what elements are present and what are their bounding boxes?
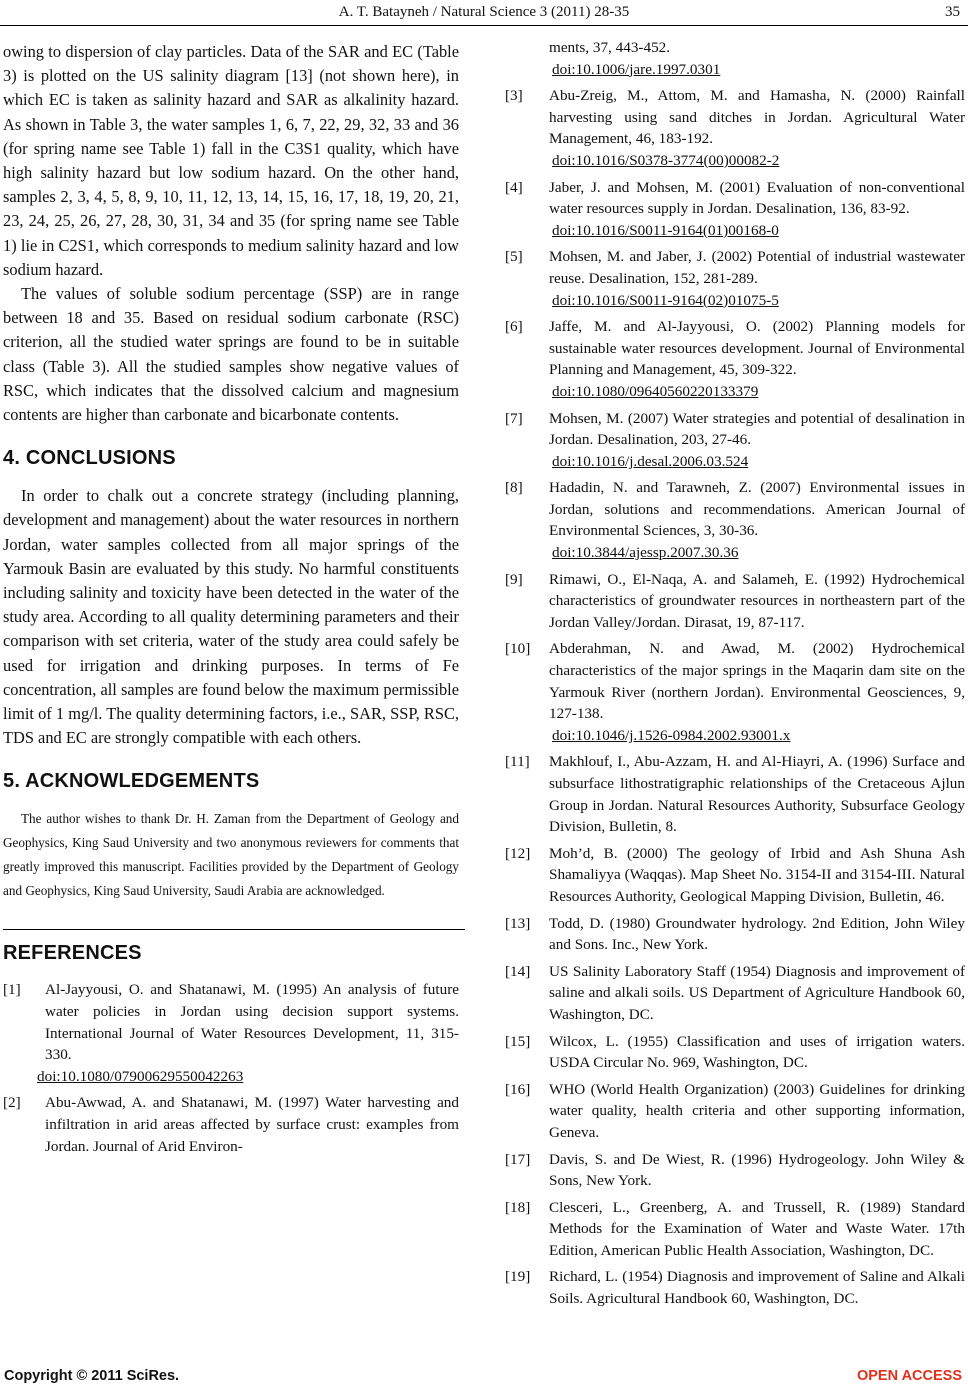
reference-text: Hadadin, N. and Tarawneh, Z. (2007) Environmental issues in Jordan, solutions and recommendations. American Journal of Environmental Sciences, 3, 30-36. bbox=[549, 479, 965, 540]
reference-number: [16] bbox=[505, 1080, 531, 1098]
reference-number: [1] bbox=[3, 981, 21, 999]
section-heading-conclusions: 4. CONCLUSIONS bbox=[3, 447, 176, 470]
reference-text: Mohsen, M. and Jaber, J. (2002) Potential of industrial wastewater reuse. Desalination, 152, 281-289. bbox=[549, 248, 965, 287]
reference-text: Moh’d, B. (2000) The geology of Irbid and Ash Shuna Ash Shamaliyya (Waqqas). Map Sheet No. 3154-II and 3154-III. Natural Resources Authority, Geological Mapping Division, Bulletin, 46. bbox=[549, 844, 965, 905]
reference-item bbox=[505, 177, 965, 242]
reference-text: Abu-Zreig, M., Attom, M. and Hamasha, N. (2000) Rainfall harvesting using sand ditches in Jordan. Agricultural Water Management, 46, 183-192. bbox=[549, 87, 965, 148]
reference-number: [7] bbox=[505, 409, 523, 427]
left-column bbox=[3, 40, 459, 1162]
reference-item bbox=[3, 979, 459, 1087]
reference-text: Abu-Awwad, A. and Shatanawi, M. (1997) Water harvesting and infiltration in arid areas affected by surface crust: examples from Jordan. Journal of Arid Environ- bbox=[45, 1094, 459, 1155]
reference-text: Rimawi, O., El-Naqa, A. and Salameh, E. (1992) Hydrochemical characteristics of groundwater resources in northeastern part of the Jordan Valley/Jordan. Dirasat, 19, 87-117. bbox=[549, 570, 965, 631]
reference-text: Jaber, J. and Mohsen, M. (2001) Evaluation of non-conventional water resources supply in Jordan. Desalination, 136, 83-92. bbox=[549, 178, 965, 218]
reference-text: Mohsen, M. (2007) Water strategies and potential of desalination in Jordan. Desalination, 203, 27-46. bbox=[549, 409, 965, 449]
reference-text: US Salinity Laboratory Staff (1954) Diagnosis and improvement of saline and alkali soils. US Department of Agriculture Handbook 60, Washington, DC. bbox=[549, 962, 965, 1023]
reference-item bbox=[505, 316, 965, 402]
reference-number: [2] bbox=[3, 1094, 21, 1112]
reference-item bbox=[505, 1031, 965, 1074]
page-number: 35 bbox=[945, 4, 960, 20]
reference-continuation bbox=[505, 37, 965, 80]
reference-text: Clesceri, L., Greenberg, A. and Trussell, R. (1989) Standard Methods for the Examination of Water and Waste Water. 17th Edition, American Public Health Association, Washington, DC. bbox=[549, 1198, 965, 1259]
section-heading-acknowledgements: 5. ACKNOWLEDGEMENTS bbox=[3, 770, 260, 793]
reference-item bbox=[505, 843, 965, 908]
reference-item bbox=[3, 1092, 459, 1157]
reference-text: ments, 37, 443-452. bbox=[549, 39, 671, 56]
reference-text: Al-Jayyousi, O. and Shatanawi, M. (1995) An analysis of future water policies in Jordan using decision support systems. International Journal of Water Resources Development, 11, 315-330. bbox=[45, 981, 459, 1064]
reference-item bbox=[505, 638, 965, 746]
reference-number: [11] bbox=[505, 753, 530, 771]
reference-item bbox=[505, 569, 965, 634]
reference-item bbox=[505, 913, 965, 956]
reference-text: Todd, D. (1980) Groundwater hydrology. 2nd Edition, John Wiley and Sons. Inc., New York. bbox=[549, 914, 965, 954]
reference-text: Wilcox, L. (1955) Classification and uses of irrigation waters. USDA Circular No. 969, Washington, DC. bbox=[549, 1032, 965, 1072]
page-footer bbox=[0, 1362, 968, 1384]
doi-link[interactable]: doi:10.1016/S0011-9164(01)00168-0 bbox=[552, 221, 779, 239]
reference-text: Davis, S. and De Wiest, R. (1996) Hydrogeology. John Wiley & Sons, New York. bbox=[549, 1150, 965, 1190]
reference-item bbox=[505, 1266, 965, 1309]
reference-item bbox=[505, 1197, 965, 1262]
reference-number: [12] bbox=[505, 844, 531, 862]
reference-item bbox=[505, 1149, 965, 1192]
section-heading-references: REFERENCES bbox=[3, 942, 142, 965]
reference-text: Jaffe, M. and Al-Jayyousi, O. (2002) Planning models for sustainable water resources development. Journal of Environmental Planning and Management, 45, 309-322. bbox=[549, 318, 965, 379]
reference-text: Richard, L. (1954) Diagnosis and improvement of Saline and Alkali Soils. Agricultural Handbook 60, Washington, DC. bbox=[549, 1268, 965, 1308]
reference-number: [15] bbox=[505, 1032, 531, 1050]
reference-number: [17] bbox=[505, 1150, 531, 1168]
body-paragraph: The values of soluble sodium percentage (SSP) are in range between 18 and 35. Based on residual sodium carbonate (RSC) criterion, all the studied water springs are found to be in suitable class (Table 3). All the studied samples show negative values of RSC, which indicates that the dissolved calcium and magnesium contents are higher than carbonate and bicarbonate contents. bbox=[3, 284, 459, 425]
reference-number: [5] bbox=[505, 248, 523, 266]
right-column bbox=[505, 37, 965, 1315]
reference-item bbox=[505, 477, 965, 563]
reference-number: [14] bbox=[505, 962, 531, 980]
doi-link[interactable]: doi:10.1046/j.1526-0984.2002.93001.x bbox=[552, 726, 791, 744]
header-rule bbox=[0, 25, 968, 26]
doi-link[interactable]: doi:10.1080/07900629550042263 bbox=[37, 1067, 244, 1085]
copyright-notice: Copyright © 2011 SciRes. bbox=[4, 1368, 180, 1384]
reference-item bbox=[505, 961, 965, 1026]
running-title: A. T. Batayneh / Natural Science 3 (2011) 28-35 bbox=[338, 4, 630, 20]
body-paragraph: In order to chalk out a concrete strategy (including planning, development and management) about the water resources in northern Jordan, water samples collected from all major springs of the Yarmouk Basin are evaluated by this study. No harmful constituents including salinity and toxicity have been detected in the water of the study area. According to all quality determining parameters and their comparison with set criteria, water of the study area could safely be used for irrigation and drinking purposes. In terms of Fe concentration, all samples are found below the maximum permissible limit of 1 mg/l. The quality determining factors, i.e., SAR, SSP, RSC, TDS and EC are strongly compatible with each others. bbox=[3, 486, 459, 748]
doi-link[interactable]: doi:10.1080/09640560220133379 bbox=[552, 382, 759, 400]
reference-item bbox=[505, 408, 965, 473]
reference-text: Makhlouf, I., Abu-Azzam, H. and Al-Hiayri, A. (1996) Surface and subsurface lithostratigraphic relationships of the Cretaceous Ajlun Group in Jordan. Natural Resources Authority, Subsurface Geology Division, Bulletin, 8. bbox=[549, 753, 965, 836]
reference-item bbox=[505, 1079, 965, 1144]
body-paragraph: owing to dispersion of clay particles. Data of the SAR and EC (Table 3) is plotted on the US salinity diagram [13] (not shown here), in which EC is taken as salinity hazard and SAR as alkalinity hazard. As shown in Table 3, the water samples 1, 6, 7, 22, 29, 32, 33 and 36 (for spring name see Table 1) fall in the C3S1 quality, which have high salinity hazard but low sodium hazard. On the other hand, samples 2, 3, 4, 5, 8, 9, 10, 11, 12, 13, 14, 15, 16, 17, 18, 19, 20, 21, 23, 24, 25, 26, 27, 28, 30, 31, 34 and 35 (for spring name see Table 1) lie in C2S1, which corresponds to medium salinity hazard and low sodium hazard. bbox=[3, 42, 459, 279]
acknowledgements-text: The author wishes to thank Dr. H. Zaman from the Department of Geology and Geophysics, King Saud University and two anonymous reviewers for comments that greatly improved this manuscript. Facilities provided by the Department of Geology and Geophysics, King Saud University, Saudi Arabia are acknowledged. bbox=[3, 811, 459, 899]
reference-number: [19] bbox=[505, 1268, 531, 1286]
reference-text: WHO (World Health Organization) (2003) Guidelines for drinking water quality, health criteria and other supporting information, Geneva. bbox=[549, 1080, 965, 1141]
reference-number: [8] bbox=[505, 479, 523, 497]
doi-link[interactable]: doi:10.1016/S0378-3774(00)00082-2 bbox=[552, 151, 780, 169]
reference-number: [3] bbox=[505, 87, 523, 105]
reference-list bbox=[505, 85, 965, 1309]
reference-number: [9] bbox=[505, 570, 523, 588]
reference-item bbox=[505, 246, 965, 311]
reference-number: [13] bbox=[505, 914, 531, 932]
reference-number: [10] bbox=[505, 640, 531, 658]
reference-number: [18] bbox=[505, 1198, 531, 1216]
reference-text: Abderahman, N. and Awad, M. (2002) Hydrochemical characteristics of the major springs in the Maqarin dam site on the Yarmouk River (northern Jordan). Environmental Geosciences, 9, 127-138. bbox=[549, 640, 965, 723]
running-header bbox=[0, 4, 968, 24]
doi-link[interactable]: doi:10.3844/ajessp.2007.30.36 bbox=[552, 544, 739, 562]
doi-link[interactable]: doi:10.1016/j.desal.2006.03.524 bbox=[552, 452, 749, 470]
reference-number: [4] bbox=[505, 178, 523, 196]
reference-number: [6] bbox=[505, 318, 523, 336]
reference-item bbox=[505, 85, 965, 171]
doi-link[interactable]: doi:10.1016/S0011-9164(02)01075-5 bbox=[552, 291, 779, 309]
doi-link[interactable]: doi:10.1006/jare.1997.0301 bbox=[552, 60, 721, 78]
references-rule bbox=[3, 929, 465, 930]
reference-item bbox=[505, 751, 965, 837]
open-access-label: OPEN ACCESS bbox=[856, 1368, 962, 1384]
